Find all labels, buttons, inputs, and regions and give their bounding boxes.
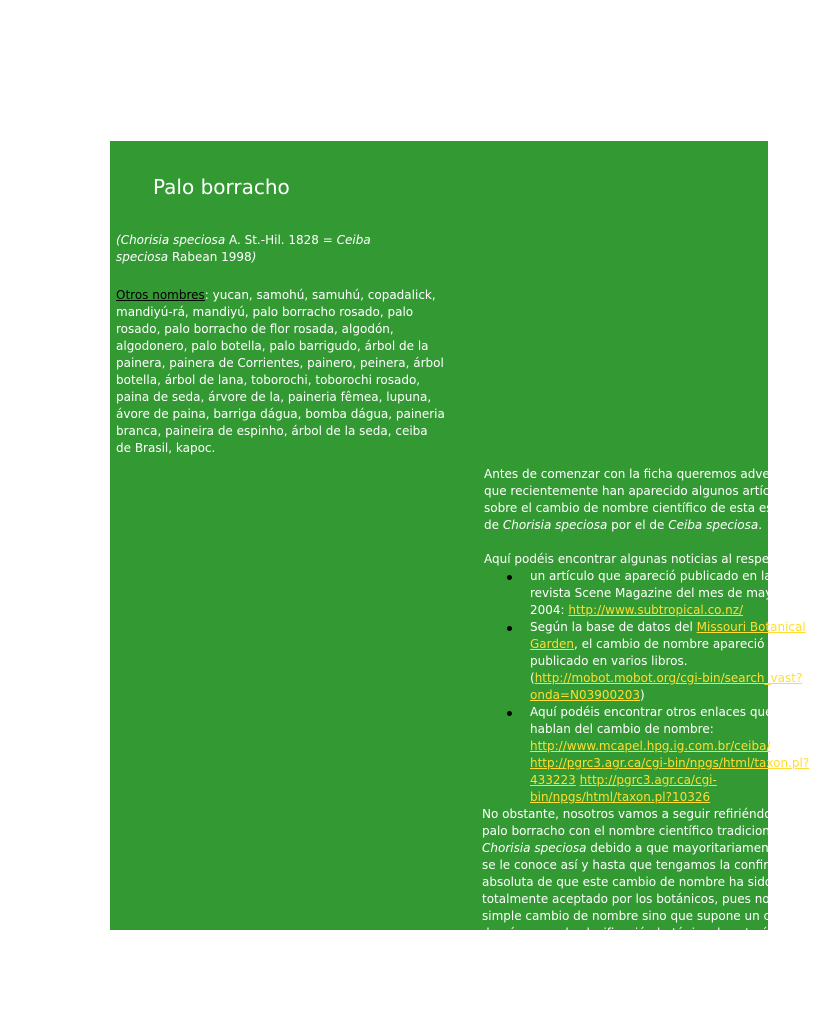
- notice-intro-text-2: por el de: [607, 518, 669, 532]
- sci-open: (: [116, 233, 121, 247]
- document-page: [110, 141, 812, 957]
- notice-intro-text-3: .: [758, 518, 763, 532]
- news-intro: Aquí podéis encontrar algunas noticias al respecto:: [484, 552, 792, 566]
- final-species: Chorisia speciosa: [482, 841, 587, 855]
- notice-intro-species-1: Chorisia speciosa: [502, 518, 608, 532]
- sci-author-1: A. St.-Hil. 1828 =: [225, 233, 337, 247]
- bullet-2-text-a: Según la base de datos del: [530, 620, 697, 634]
- sci-species-2: Ceiba speciosa: [116, 233, 371, 264]
- bullet-3-text: Aquí podéis encontrar otros enlaces que hablan del cambio de nombre:: [530, 705, 773, 736]
- bullet-2-text-c: ): [640, 688, 645, 702]
- list-item: [530, 619, 814, 704]
- list-item: [530, 568, 814, 619]
- scientific-name: [116, 232, 416, 266]
- pgrc3-link-2[interactable]: http://pgrc3.agr.ca/cgi-bin/npgs/html/taxon.pl?10326: [530, 773, 717, 804]
- notice-intro-text-1: Antes de comenzar con la ficha queremos advertir que recientemente han aparecido algunos artículos sobre el cambio de nombre científico de esta especie, de: [484, 467, 809, 532]
- sci-author-2: Rabean 1998: [168, 250, 252, 264]
- news-list: [484, 568, 814, 806]
- notice-intro: [484, 466, 814, 534]
- sci-close: ): [251, 250, 257, 264]
- paragraph-spacer: [484, 534, 814, 551]
- mobot-link[interactable]: http://mobot.mobot.org/cgi-bin/search_vast?onda=N03900203: [530, 671, 803, 702]
- final-text-2: debido a que mayoritariamente aún se le conoce así y hasta que tengamos la confirmación absoluta de que este cambio de nombre ha sido totalmente aceptado por los botánicos, pues no es un simple cambio de nombre sino que supone un cambio de género en la clasificación botánica de este árbol y no queremos contribuir a posibles confusiones.: [482, 841, 812, 957]
- final-text-1: No obstante, nosotros vamos a seguir refiriéndonos al palo borracho con el nombre científico tradicional de: [482, 807, 808, 838]
- sci-species-1: Chorisia speciosa: [120, 233, 226, 247]
- other-names-label: Otros nombres: [116, 288, 205, 302]
- list-item: [530, 704, 814, 806]
- bullet-2-text-b: , el cambio de nombre apareció publicado en varios libros. (: [530, 637, 765, 685]
- bullet-1-text: un artículo que apareció publicado en la revista Scene Magazine del mes de mayo de 2004:: [530, 569, 799, 617]
- pgrc3-link-1[interactable]: http://pgrc3.agr.ca/cgi-bin/npgs/html/taxon.pl?433223: [530, 756, 810, 787]
- missouri-botanical-garden-link[interactable]: Missouri Botanical Garden: [530, 620, 806, 651]
- notice-intro-species-2: Ceiba speciosa: [668, 518, 759, 532]
- other-names: [116, 287, 446, 457]
- final-paragraph: [482, 806, 814, 959]
- name-change-notice: [484, 466, 814, 959]
- subtropical-link[interactable]: http://www.subtropical.co.nz/: [568, 603, 744, 617]
- mcapel-link[interactable]: http://www.mcapel.hpg.ig.com.br/ceiba/: [530, 739, 771, 753]
- other-names-text: : yucan, samohú, samuhú, copadalick, mandiyú-rá, mandiyú, palo borracho rosado, palo rosado, palo borracho de flor rosada, algodón, algodonero, palo botella, palo barrigudo, árbol de la painera, painera de Corrientes, painero, peinera, árbol botella, árbol de lana, toborochi, toborochi rosado, paina de seda, árvore de la, paineria fêmea, lupuna, ávore de paina, barriga dágua, bomba dágua, paineria branca, paineira de espinho, árbol de la seda, ceiba de Brasil, kapoc.: [116, 288, 445, 455]
- page-title: Palo borracho: [153, 175, 290, 199]
